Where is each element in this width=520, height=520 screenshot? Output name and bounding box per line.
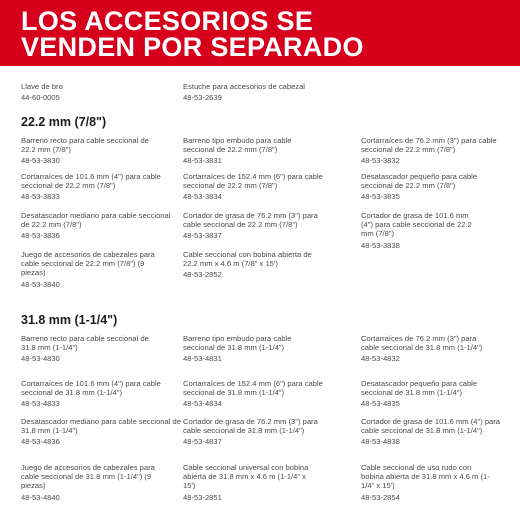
item-name: Cortarraíces de 101.6 mm (4") para cable seccional de 31.8 mm (1-1/4") [21,379,161,398]
accessory-item [183,211,323,241]
accessory-item [361,379,501,409]
banner-title-line-2: VENDEN POR SEPARADO [21,32,364,62]
accessory-item [183,379,323,409]
accessory-item [21,417,181,447]
item-code: 48-53-4837 [183,437,222,447]
accessory-item [361,136,501,166]
item-code: 48-53-3837 [183,231,222,241]
section-title-31mm: 31.8 mm (1-1/4") [21,313,118,327]
item-code: 48-53-4840 [21,492,60,502]
accessory-item [21,379,161,409]
item-code: 48-53-4836 [21,437,60,447]
item-name: Juego de accesorios de cabezales para cable seccional de 22.2 mm (7/8") (9 piezas) [21,250,155,278]
section-title-22mm: 22.2 mm (7/8") [21,115,107,129]
item-name: Desatascador pequeño para cable seccional de 22.2 mm (7/8") [361,172,478,191]
accessory-item [183,172,323,202]
accessory-item [183,136,323,166]
item-name: Cable seccional universal con bobina abierta de 31.8 mm x 4.6 m (1-1/4" x 15') [183,463,309,491]
item-code: 48-53-4835 [361,399,400,409]
accessory-item [361,417,506,447]
item-name: Cortador de grasa de 101.6 mm (4") para cable seccional de 22.2 mm (7/8") [361,211,472,239]
item-name: Cortador de grasa de 76.2 mm (3") para cable seccional de 31.8 mm (1-1/4") [183,417,318,436]
accessory-item [21,334,161,364]
item-code: 48-53-4830 [21,354,60,364]
item-name: Barreno tipo embudo para cable seccional de 22.2 mm (7/8") [183,136,292,155]
item-name: Estuche para accesorios de cabezal [183,82,305,91]
accessory-item [21,136,161,166]
accessory-item [183,250,323,280]
item-code: 44-60-0005 [21,93,60,103]
accessory-item [361,463,496,502]
item-name: Cable seccional con bobina abierta de 22.2 mm x 4.6 m (7/8" x 15') [183,250,312,269]
item-code: 48-53-3834 [183,192,222,202]
accessory-item [361,211,476,250]
item-name: Juego de accesorios de cabezales para cable seccional de 31.8 mm (1-1/4") (9 piezas) [21,463,155,491]
item-code: 48-53-3832 [361,156,400,166]
item-name: Desatascador pequeño para cable seccional de 31.8 mm (1-1/4") [361,379,478,398]
accessory-item [183,334,323,364]
item-code: 48-53-3840 [21,279,60,289]
item-name: Desatascador mediano para cable seccional de 22.2 mm (7/8") [21,211,171,230]
item-name: Cortador de grasa de 101.6 mm (4") para cable seccional de 31.8 mm (1-1/4") [361,417,501,436]
item-name: Cortarraíces de 152.4 mm (6") para cable seccional de 22.2 mm (7/8") [183,172,323,191]
item-code: 48-53-3830 [21,156,60,166]
item-code: 48-53-4838 [361,437,400,447]
item-name: Cortador de grasa de 76.2 mm (3") para cable seccional de 22.2 mm (7/8") [183,211,318,230]
item-code: 48-53-3836 [21,231,60,241]
item-code: 48-53-3831 [183,156,222,166]
item-name: Barreno tipo embudo para cable seccional de 31.8 mm (1-1/4") [183,334,292,353]
item-code: 48-53-2851 [183,492,222,502]
item-code: 48-53-2639 [183,93,222,103]
item-code: 48-53-4833 [21,399,60,409]
item-code: 48-53-2852 [183,270,222,280]
item-name: Cortarraíces de 76.2 mm (3") para cable seccional de 22.2 mm (7/8") [361,136,497,155]
item-name: Desatascador mediano para cable seccional de 31.8 mm (1-1/4") [21,417,181,436]
item-name: Llave de bro [21,82,63,91]
item-name: Cortarraíces de 152.4 mm (6") para cable seccional de 31.8 mm (1-1/4") [183,379,323,398]
item-name: Barreno recto para cable seccional de 31.8 mm (1-1/4") [21,334,149,353]
accessory-item [361,172,501,202]
header-banner [0,0,520,66]
item-code: 48-53-4831 [183,354,222,364]
item-code: 48-53-4832 [361,354,400,364]
item-name: Cortarraíces de 101.6 mm (4") para cable seccional de 22.2 mm (7/8") [21,172,161,191]
item-code: 48-53-3835 [361,192,400,202]
item-name: Cable seccional de uso rudo con bobina abierta de 31.8 mm x 4.6 m (1-1/4" x 15') [361,463,490,491]
item-code: 48-53-4834 [183,399,222,409]
accessory-item [21,82,171,102]
accessory-item [21,463,161,502]
banner-title-line-1: LOS ACCESORIOS SE [21,6,314,36]
accessory-item [183,82,353,102]
item-code: 48-53-3833 [21,192,60,202]
accessory-item [361,334,486,364]
item-code: 48-53-3838 [361,240,400,250]
item-name: Cortarraíces de 76.2 mm (3") para cable seccional de 31.8 mm (1-1/4") [361,334,483,353]
accessory-item [183,463,313,502]
accessory-item [21,172,161,202]
item-name: Barreno recto para cable seccional de 22.2 mm (7/8") [21,136,149,155]
accessory-item [183,417,323,447]
item-code: 48-53-2854 [361,492,400,502]
accessory-item [21,250,161,289]
accessory-item [21,211,176,241]
